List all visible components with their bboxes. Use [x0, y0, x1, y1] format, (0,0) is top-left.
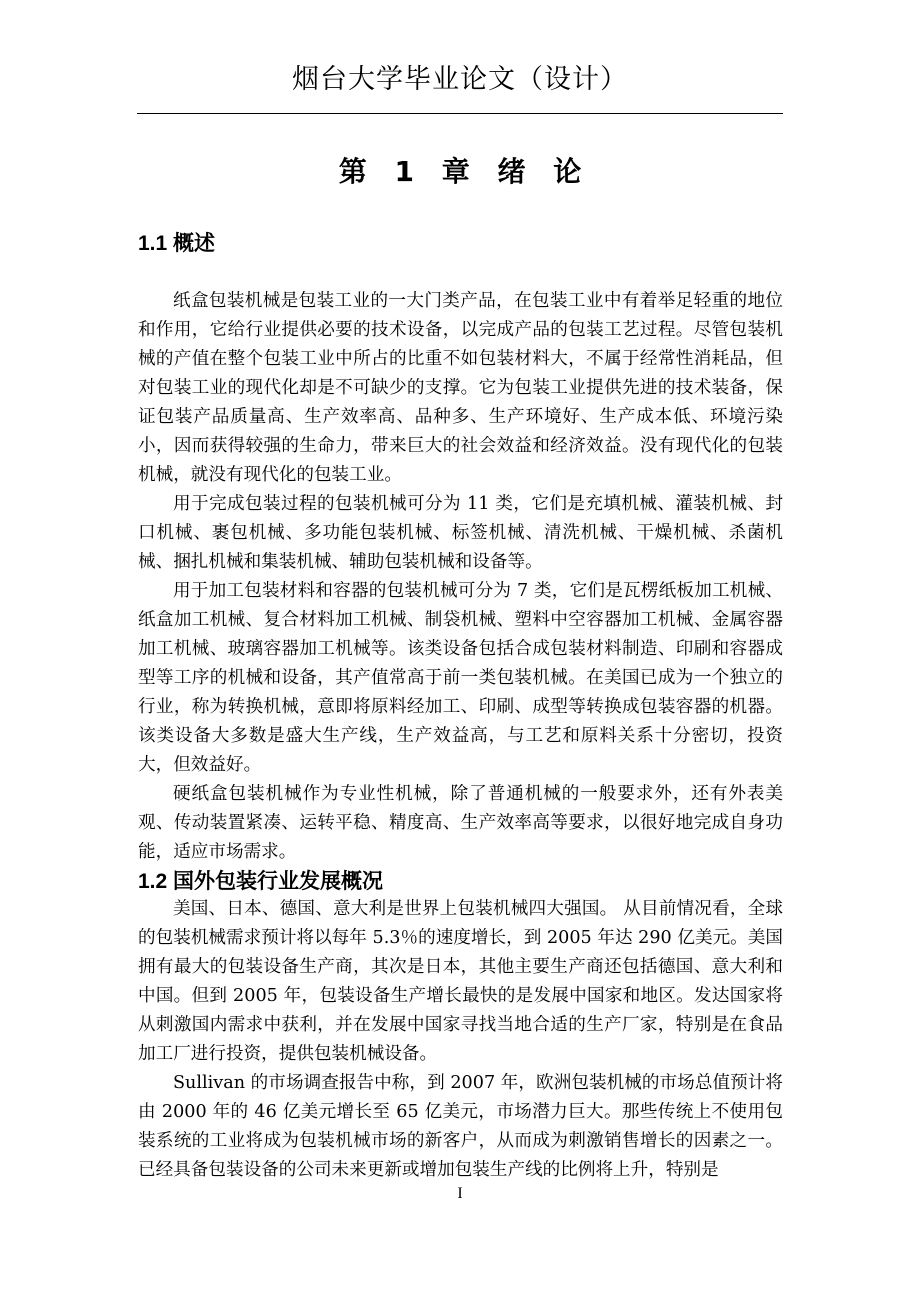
header-rule	[137, 113, 783, 114]
section-1-2-body	[138, 895, 783, 1185]
paragraph: Sullivan 的市场调查报告中称，到 2007 年，欧洲包装机械的市场总值预计将由 2000 年的 46 亿美元增长至 65 亿美元，市场潜力巨大。那些传统上不使用包装系统的工业将成为包装机械市场的新客户，从而成为刺激销售增长的因素之一。已经具备包装设备的公司未来更新或增加包装生产线的比例将上升，特别是	[138, 1073, 783, 1180]
chapter-title: 第 1 章 绪 论	[338, 155, 582, 188]
paragraph: 美国、日本、德国、意大利是世界上包装机械四大强国。 从目前情况看，全球的包装机械需求预计将以每年 5.3％的速度增长，到 2005 年达 290 亿美元。美国拥有最大的包装设备生产商，其次是日本，其他主要生产商还包括德国、意大利和中国。但到 2005 年，包装设备生产增长最快的是发展中国家和地区。发达国家将从刺激国内需求中获利，并在发展中国家寻找当地合适的生产厂家，特别是在食品加工厂进行投资，提供包装机械设备。	[138, 899, 783, 1064]
paragraph: 纸盒包装机械是包装工业的一大门类产品，在包装工业中有着举足轻重的地位和作用，它给行业提供必要的技术设备，以完成产品的包装工艺过程。尽管包装机械的产值在整个包装工业中所占的比重不如包装材料大，不属于经常性消耗品，但对包装工业的现代化却是不可缺少的支撑。它为包装工业提供先进的技术装备，保证包装产品质量高、生产效率高、品种多、生产环境好、生产成本低、环境污染小，因而获得较强的生命力，带来巨大的社会效益和经济效益。没有现代化的包装机械，就没有现代化的包装工业。	[138, 291, 783, 485]
page-number: I	[457, 1185, 463, 1202]
paragraph: 硬纸盒包装机械作为专业性机械，除了普通机械的一般要求外，还有外表美观、传动装置紧凑、运转平稳、精度高、生产效率高等要求，以很好地完成自身功能，适应市场需求。	[138, 784, 783, 862]
running-header: 烟台大学毕业论文（设计）	[292, 64, 628, 95]
section-heading-1-1: 1.1 概述	[138, 232, 216, 255]
paragraph: 用于加工包装材料和容器的包装机械可分为 7 类，它们是瓦楞纸板加工机械、纸盒加工机械、复合材料加工机械、制袋机械、塑料中空容器加工机械、金属容器加工机械、玻璃容器加工机械等。该类设备包括合成包装材料制造、印刷和容器成型等工序的机械和设备，其产值常高于前一类包装机械。在美国已成为一个独立的行业，称为转换机械，意即将原料经加工、印刷、成型等转换成包装容器的机器。该类设备大多数是盛大生产线，生产效益高，与工艺和原料关系十分密切，投资大，但效益好。	[138, 581, 783, 775]
section-heading-1-2: 1.2 国外包装行业发展概况	[138, 870, 384, 893]
paragraph: 用于完成包装过程的包装机械可分为 11 类，它们是充填机械、灌装机械、封口机械、裹包机械、多功能包装机械、标签机械、清洗机械、干燥机械、杀菌机械、捆扎机械和集装机械、辅助包装机械和设备等。	[138, 494, 783, 572]
section-1-1-body	[138, 287, 783, 867]
